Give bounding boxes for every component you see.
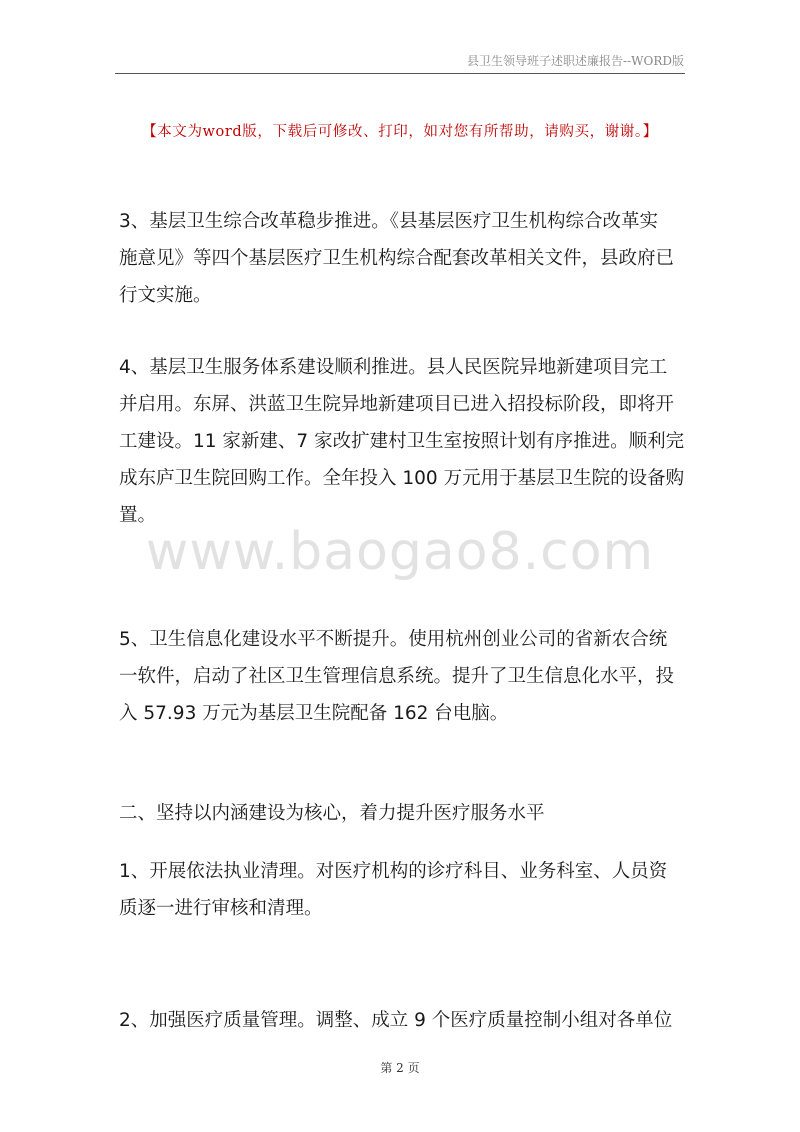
text-line: 5、卫生信息化建设水平不断提升。使用杭州创业公司的省新农合统	[119, 629, 668, 650]
running-header: 县卫生领导班子述职述廉报告--WORD版	[467, 54, 684, 68]
section-heading	[119, 795, 681, 832]
page-number: 第 2 页	[380, 1061, 420, 1075]
text-line: 并启用。东屏、洪蓝卫生院异地新建项目已进入招投标阶段，即将开	[119, 394, 675, 415]
text-line: 置。	[119, 505, 157, 526]
paragraph-item-3	[119, 203, 681, 314]
text-line: 成东庐卫生院回购工作。全年投入 100 万元用于基层卫生院的设备购	[119, 468, 685, 489]
text-line: 4、基层卫生服务体系建设顺利推进。县人民医院异地新建项目完工	[119, 357, 668, 378]
paragraph-item-1	[119, 853, 681, 927]
text-line: 入 57.93 万元为基层卫生院配备 162 台电脑。	[119, 703, 509, 724]
header-divider	[115, 73, 685, 74]
purchase-notice: 【本文为word版，下载后可修改、打印，如对您有所帮助，请购买，谢谢。】	[142, 124, 658, 140]
text-line: 3、基层卫生综合改革稳步推进。《县基层医疗卫生机构综合改革实	[119, 211, 659, 232]
paragraph-item-2	[119, 1002, 681, 1039]
text-line: 质逐一进行审核和清理。	[119, 898, 323, 919]
paragraph-item-5	[119, 621, 681, 732]
paragraph-item-4	[119, 349, 685, 534]
text-line: 1、开展依法执业清理。对医疗机构的诊疗科目、业务科室、人员资	[119, 861, 668, 882]
text-line: 工建设。11 家新建、7 家改扩建村卫生室按照计划有序推进。顺利完	[119, 431, 685, 452]
text-line: 一软件，启动了社区卫生管理信息系统。提升了卫生信息化水平，投	[119, 666, 675, 687]
watermark: www.baogao8.com	[145, 522, 655, 582]
text-line: 2、加强医疗质量管理。调整、成立 9 个医疗质量控制小组对各单位	[119, 1010, 673, 1031]
text-line: 施意见》等四个基层医疗卫生机构综合配套改革相关文件，县政府已	[119, 248, 675, 269]
text-line: 行文实施。	[119, 285, 212, 306]
text-line: 二、坚持以内涵建设为核心，着力提升医疗服务水平	[119, 803, 545, 824]
